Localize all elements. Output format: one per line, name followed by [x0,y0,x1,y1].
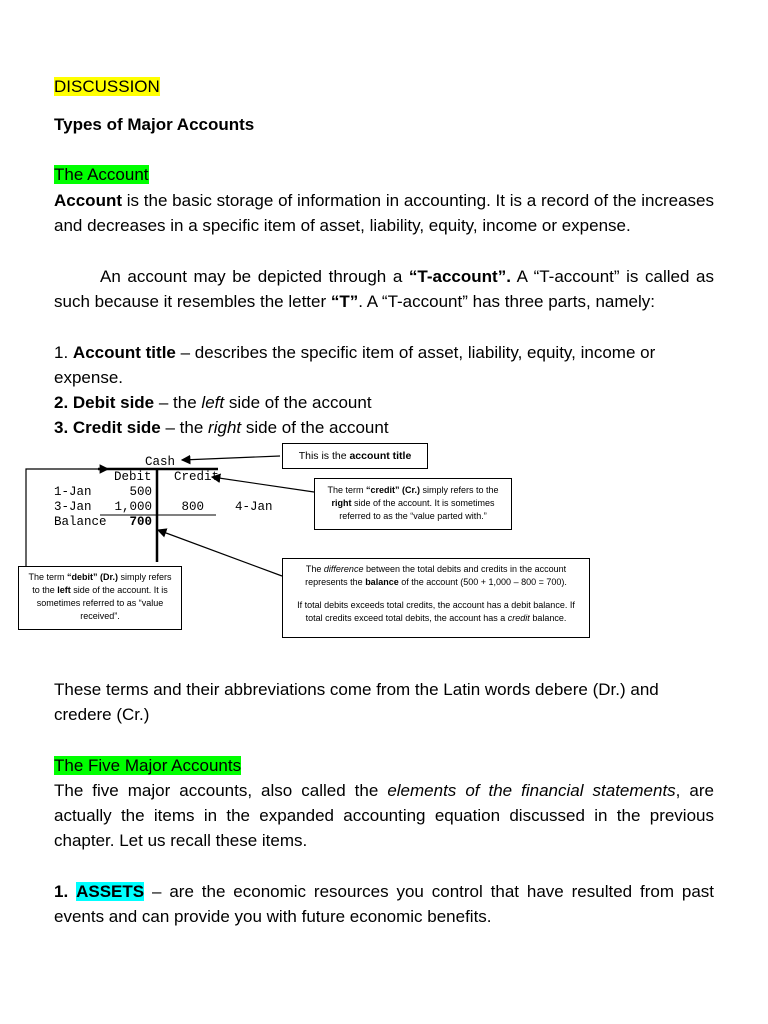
assets-paragraph: 1. ASSETS – are the economic resources you control that have resulted from past events and can provide you with future economic benefits. [54,882,714,926]
row-debit: 500 [129,485,152,499]
row-label: 1-Jan [54,485,92,499]
debit-header: Debit [114,470,152,484]
row-credit-label: 4-Jan [235,500,273,514]
section-title-the-account: The Account [54,165,149,184]
title-arrow [182,456,280,460]
t-account-title: Cash [145,455,176,469]
callout-account-title: This is the account title [282,443,428,469]
balance-label: Balance [54,515,107,529]
discussion-heading: DISCUSSION [54,77,160,96]
subheading: Types of Major Accounts [54,115,255,134]
five-accounts-paragraph: The five major accounts, also called the elements of the financial statements, are actually the items in the expanded accounting equation discussed in the previous chapter. Let us recall these items. [54,781,714,850]
account-definition: Account is the basic storage of information in accounting. It is a record of the increases and decreases in a specific item of asset, liability, equity, income or expense. [54,191,714,235]
balance-value: 700 [129,515,152,529]
part-debit-side: 2. Debit side – the left side of the account [54,393,372,412]
credit-arrow [212,477,314,492]
row-credit: 800 [181,500,204,514]
latin-origin-paragraph: These terms and their abbreviations come from the Latin words debere (Dr.) and credere (Cr.) [54,680,659,724]
part-credit-side: 3. Credit side – the right side of the account [54,418,389,437]
callout-debit: The term “debit” (Dr.) simply refers to the left side of the account. It is sometimes referred to as “value received”. [18,566,182,630]
part-account-title: 1. Account title – describes the specific item of asset, liability, equity, income or expense. [54,343,656,387]
row-label: 3-Jan [54,500,92,514]
callout-credit: The term “credit” (Cr.) simply refers to the right side of the account. It is sometimes referred to as the “value parted with.” [314,478,512,530]
callout-balance: The difference between the total debits and credits in the account represents the balance of the account (500 + 1,000 – 800 = 700). If total debits exceeds total credits, the account has a debit balance. If total credits exceed total debits, the account has a credit balance. [282,558,590,638]
t-account-paragraph: An account may be depicted through a “T-account”. A “T-account” is called as such because it resembles the letter “T”. A “T-account” has three parts, namely: [54,267,714,311]
section-title-five-major-accounts: The Five Major Accounts [54,756,242,775]
credit-header: Credit [174,470,220,484]
row-debit: 1,000 [114,500,152,514]
